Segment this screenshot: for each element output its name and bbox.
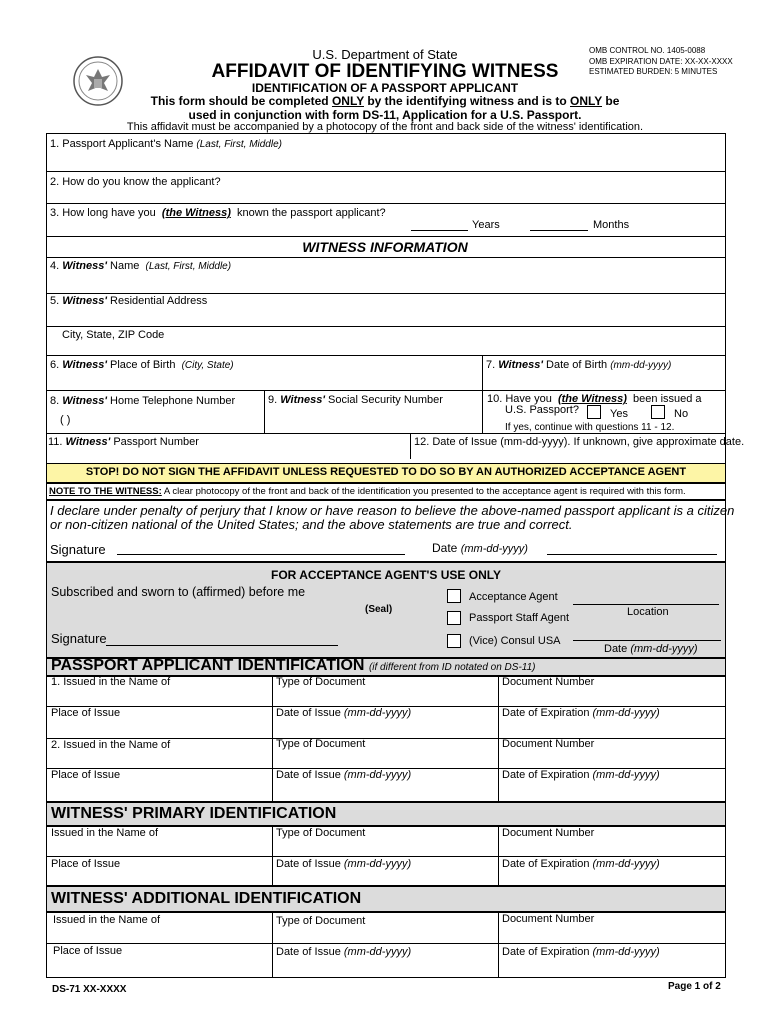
applicant-doe-2: Date of Expiration (mm-dd-yyyy) — [502, 769, 660, 781]
witness-information-heading: WITNESS INFORMATION — [302, 239, 468, 255]
field-7-label: 7. Witness' Date of Birth (mm-dd-yyyy) — [486, 359, 672, 371]
yes-label: Yes — [610, 408, 628, 420]
field-3-label: 3. How long have you (the Witness) known the passport applicant? — [50, 207, 386, 219]
vice-consul-label: (Vice) Consul USA — [469, 635, 561, 647]
place-of-birth-input[interactable] — [47, 372, 481, 389]
agent-date-line[interactable] — [573, 640, 721, 641]
applicant-id-title: PASSPORT APPLICANT IDENTIFICATION (if different from ID notated on DS-11) — [51, 657, 536, 674]
form-subtitle: IDENTIFICATION OF A PASSPORT APPLICANT — [251, 81, 519, 95]
additional-id-title: WITNESS' ADDITIONAL IDENTIFICATION — [51, 890, 362, 907]
omb-control: OMB CONTROL NO. 1405-0088 — [589, 46, 706, 55]
location-label: Location — [627, 606, 669, 618]
city-state-zip-input[interactable] — [47, 341, 725, 354]
residential-address-input[interactable] — [47, 308, 725, 325]
stop-banner-text: STOP! DO NOT SIGN THE AFFIDAVIT UNLESS REQUESTED TO DO SO BY AN AUTHORIZED ACCEPTANCE AGENT — [85, 466, 687, 478]
primary-issued-name: Issued in the Name of — [51, 827, 159, 839]
field-10-note: If yes, continue with questions 11 - 12. — [505, 422, 675, 433]
field-1-label: 1. Passport Applicant's Name (Last, First, Middle) — [50, 138, 282, 150]
field-12-label: 12. Date of Issue (mm-dd-yyyy). If unknown, give approximate date. — [414, 436, 745, 448]
years-label: Years — [472, 219, 500, 231]
omb-expiration: OMB EXPIRATION DATE: XX-XX-XXXX — [589, 57, 733, 66]
agent-signature-line[interactable] — [106, 645, 338, 646]
form-number: DS-71 XX-XXXX — [52, 984, 127, 995]
field-5-label: 5. Witness' Residential Address — [50, 295, 208, 307]
additional-number: Document Number — [502, 913, 595, 925]
field-11-label: 11. Witness' Passport Number — [48, 436, 199, 448]
additional-place: Place of Issue — [53, 945, 123, 957]
applicant-place-1: Place of Issue — [51, 707, 121, 719]
location-line[interactable] — [573, 604, 719, 605]
witness-date-line[interactable] — [547, 554, 717, 555]
months-label: Months — [593, 219, 630, 231]
passport-staff-agent-checkbox[interactable] — [447, 611, 461, 625]
passport-number-input[interactable] — [47, 448, 409, 460]
agent-signature-label: Signature — [51, 631, 107, 646]
vice-consul-checkbox[interactable] — [447, 634, 461, 648]
instruction-line-2: used in conjunction with form DS-11, Application for a U.S. Passport. — [188, 108, 582, 122]
applicant-number-1: Document Number — [502, 676, 595, 688]
primary-doe: Date of Expiration (mm-dd-yyyy) — [502, 858, 660, 870]
primary-place: Place of Issue — [51, 858, 121, 870]
witness-name-input[interactable] — [47, 273, 725, 292]
declaration-line-2: or non-citizen national of the United States; and the above statements are true and correct. — [50, 517, 573, 532]
additional-issued-name: Issued in the Name of — [53, 914, 161, 926]
form-title: AFFIDAVIT OF IDENTIFYING WITNESS — [211, 61, 559, 82]
primary-type: Type of Document — [276, 827, 366, 839]
applicant-issued-name-2: 2. Issued in the Name of — [51, 739, 171, 751]
department-name: U.S. Department of State — [312, 47, 458, 62]
applicant-name-input[interactable] — [47, 152, 725, 170]
instruction-line-1: This form should be completed ONLY by the identifying witness and is to ONLY be — [150, 94, 620, 108]
how-know-applicant-input[interactable] — [47, 188, 725, 202]
applicant-number-2: Document Number — [502, 738, 595, 750]
primary-id-title: WITNESS' PRIMARY IDENTIFICATION — [51, 805, 337, 822]
acceptance-agent-title: FOR ACCEPTANCE AGENT'S USE ONLY — [271, 568, 501, 582]
years-input[interactable] — [411, 230, 468, 231]
acceptance-agent-checkbox[interactable] — [447, 589, 461, 603]
witness-signature-label: Signature — [50, 542, 106, 557]
page-number: Page 1 of 2 — [668, 981, 721, 992]
field-6-label: 6. Witness' Place of Birth (City, State) — [50, 359, 234, 371]
estimated-burden: ESTIMATED BURDEN: 5 MINUTES — [589, 67, 718, 76]
date-of-birth-input[interactable] — [483, 372, 725, 389]
primary-number: Document Number — [502, 827, 595, 839]
applicant-place-2: Place of Issue — [51, 769, 121, 781]
witness-date-label: Date (mm-dd-yyyy) — [432, 541, 528, 555]
field-8-label: 8. Witness' Home Telephone Number — [50, 395, 236, 407]
applicant-doi-2: Date of Issue (mm-dd-yyyy) — [276, 769, 412, 781]
no-label: No — [674, 408, 689, 420]
additional-type: Type of Document — [276, 915, 366, 927]
field-9-label: 9. Witness' Social Security Number — [268, 394, 443, 406]
field-10-question: U.S. Passport? — [505, 404, 579, 416]
city-state-zip-label: City, State, ZIP Code — [62, 329, 165, 341]
applicant-doi-1: Date of Issue (mm-dd-yyyy) — [276, 707, 412, 719]
passport-yes-checkbox[interactable] — [587, 405, 601, 419]
field-10-label: 10. Have you (the Witness) been issued a — [487, 393, 702, 405]
witness-signature-line[interactable] — [117, 554, 405, 555]
date-of-issue-input[interactable] — [411, 448, 725, 460]
additional-doe: Date of Expiration (mm-dd-yyyy) — [502, 946, 660, 958]
applicant-doe-1: Date of Expiration (mm-dd-yyyy) — [502, 707, 660, 719]
note-to-witness: NOTE TO THE WITNESS: A clear photocopy of the front and back of the identification you presented to the acceptance agent is required with this form. — [49, 486, 686, 497]
acceptance-agent-label: Acceptance Agent — [469, 591, 558, 603]
months-input[interactable] — [530, 230, 588, 231]
additional-doi: Date of Issue (mm-dd-yyyy) — [276, 946, 412, 958]
ssn-input[interactable] — [265, 408, 481, 432]
phone-area-code[interactable]: ( ) — [60, 414, 71, 426]
passport-staff-agent-label: Passport Staff Agent — [469, 612, 570, 624]
passport-no-checkbox[interactable] — [651, 405, 665, 419]
declaration-line-1: I declare under penalty of perjury that I know or have reason to believe the above-named passport applicant is a citizen — [50, 503, 735, 518]
seal-label: (Seal) — [365, 604, 393, 615]
applicant-type-1: Type of Document — [276, 676, 366, 688]
agent-date-label: Date (mm-dd-yyyy) — [604, 643, 698, 655]
subscribed-label: Subscribed and sworn to (affirmed) before me — [51, 585, 306, 599]
field-2-label: 2. How do you know the applicant? — [50, 176, 221, 188]
applicant-issued-name-1: 1. Issued in the Name of — [51, 676, 171, 688]
applicant-type-2: Type of Document — [276, 738, 366, 750]
primary-doi: Date of Issue (mm-dd-yyyy) — [276, 858, 412, 870]
instruction-line-3: This affidavit must be accompanied by a photocopy of the front and back side of the witness' identification. — [126, 121, 644, 133]
field-4-label: 4. Witness' Name (Last, First, Middle) — [50, 260, 232, 272]
